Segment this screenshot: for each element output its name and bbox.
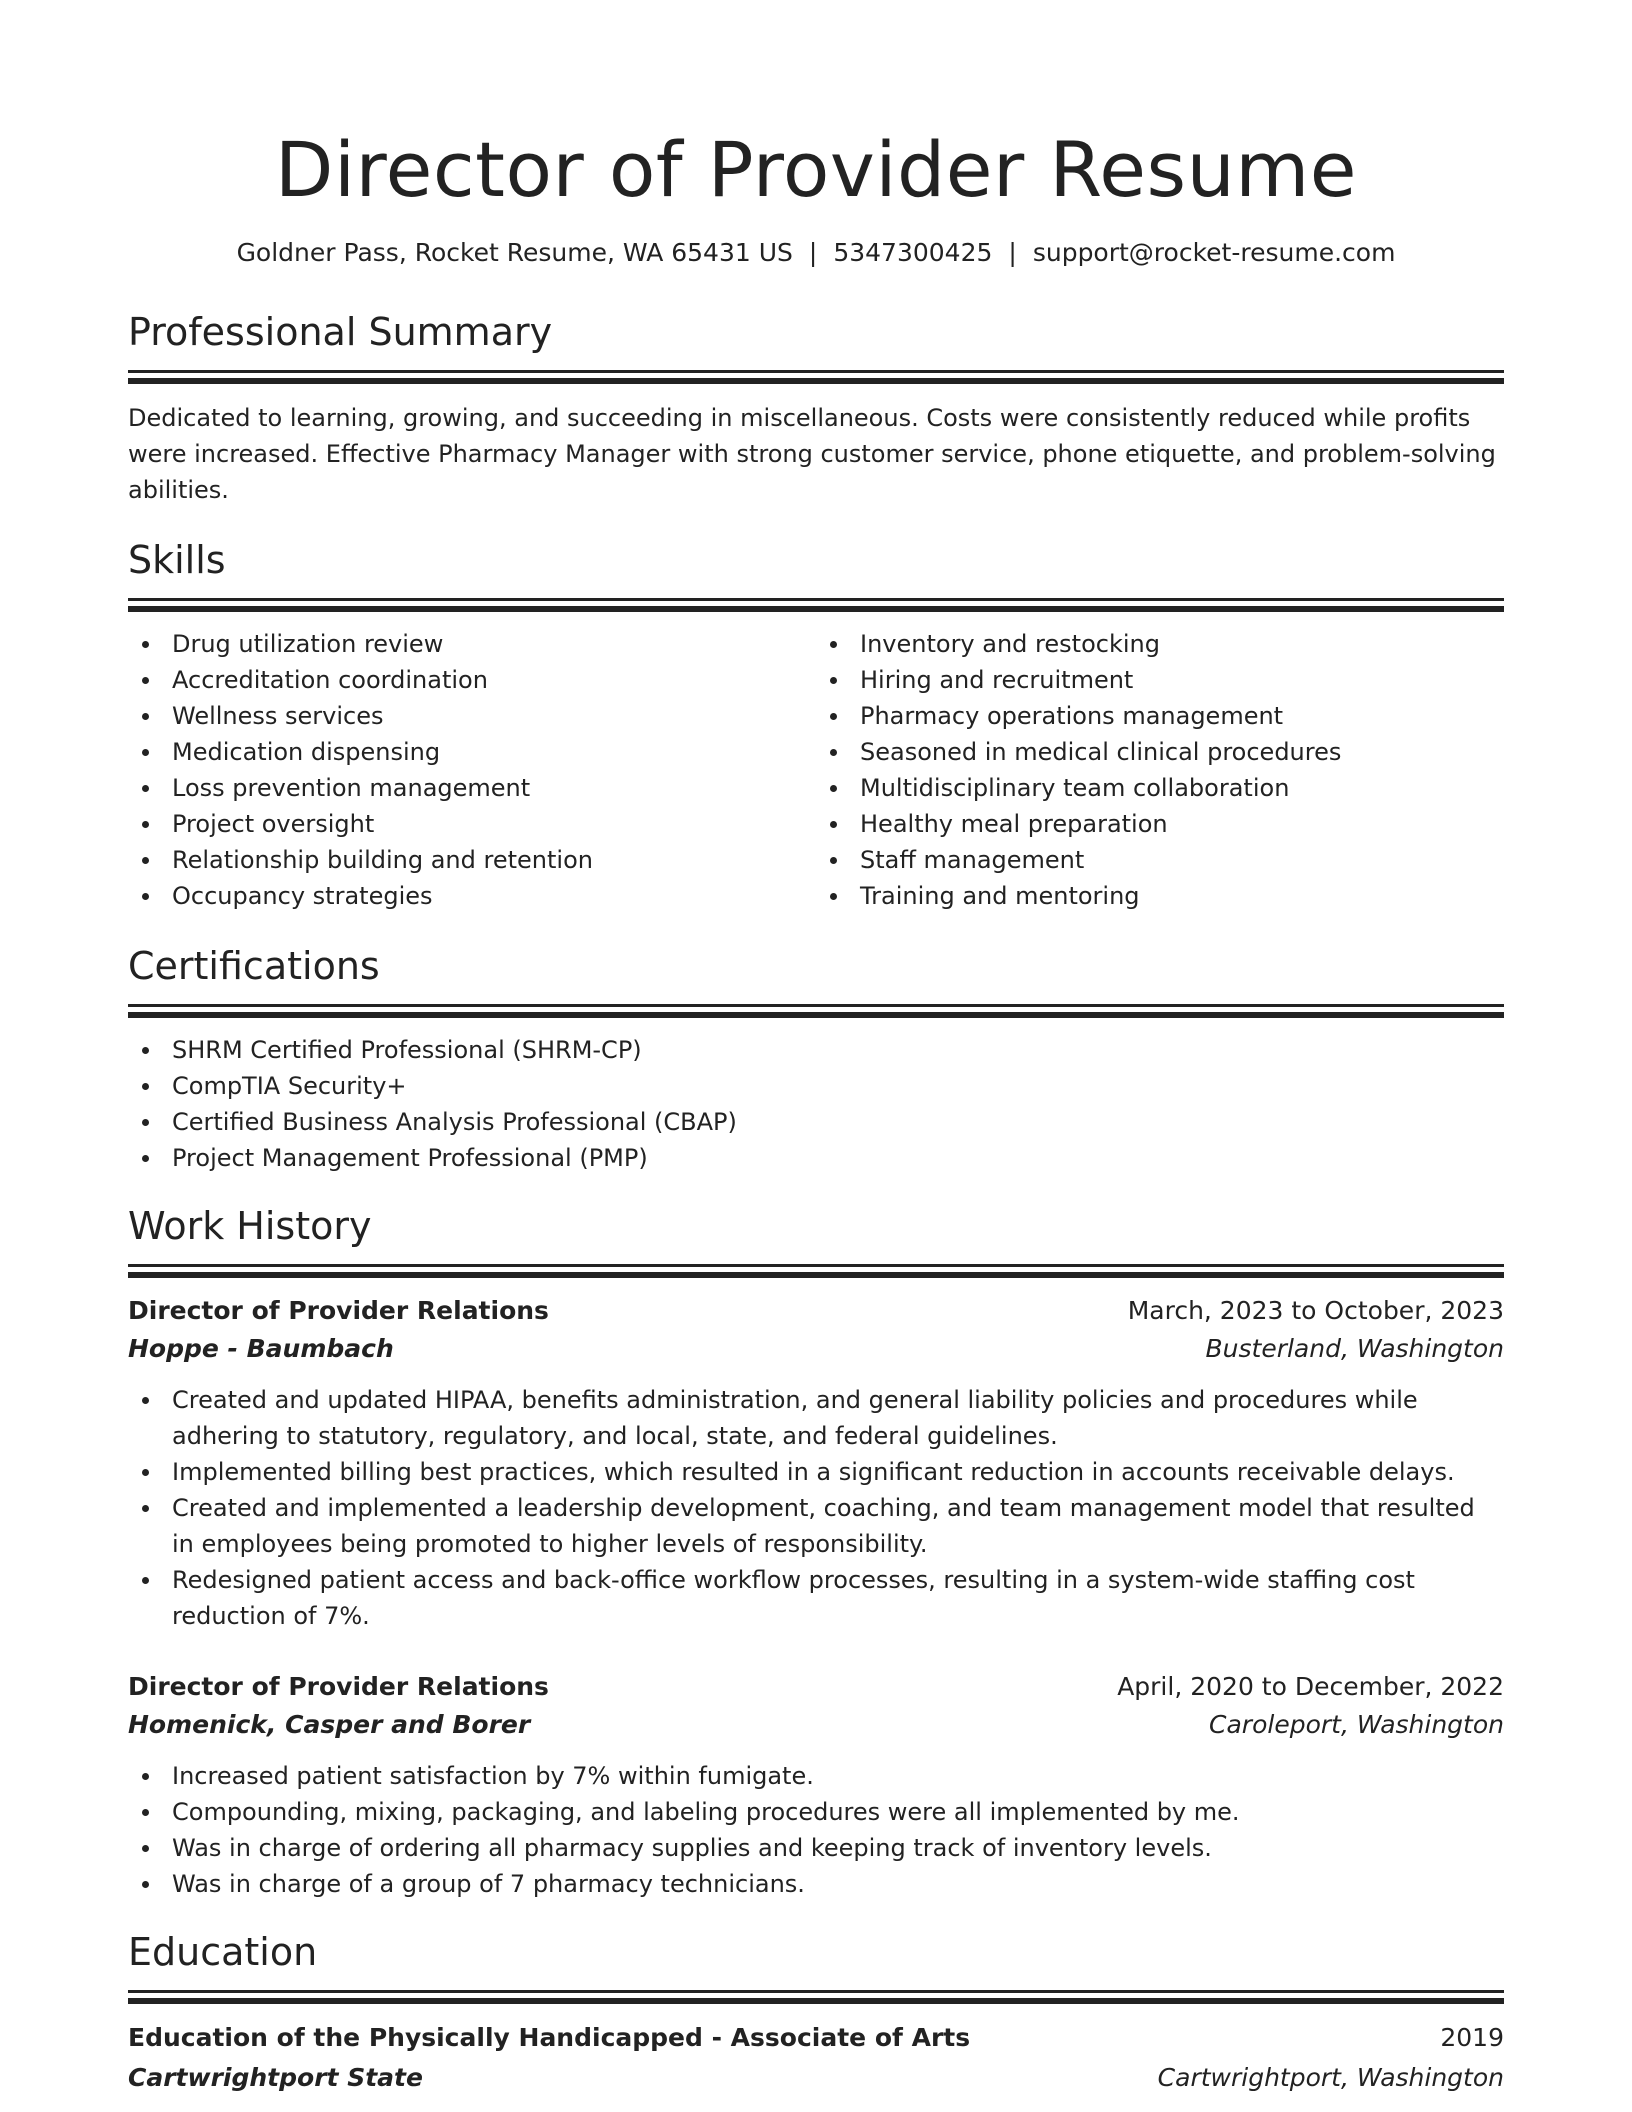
education-location: Cartwrightport, Washington [1157, 2063, 1504, 2092]
job-company: Homenick, Casper and Borer [128, 1710, 531, 1739]
job-title: Director of Provider Relations [128, 1672, 549, 1701]
skills-grid [128, 626, 1504, 914]
skill-item: Inventory and restocking [816, 626, 1504, 662]
section-rule [128, 1990, 1504, 1993]
job-dates: March, 2023 to October, 2023 [1127, 1296, 1504, 1325]
job-bullet: Compounding, mixing, packaging, and labeling procedures were all implemented by me. [128, 1794, 1504, 1830]
job-title: Director of Provider Relations [128, 1296, 549, 1325]
education-entry [128, 2018, 1504, 2098]
job-subheader [128, 1706, 1504, 1744]
contact-address: Goldner Pass, Rocket Resume, WA 65431 US [236, 238, 793, 267]
skill-item: Hiring and recruitment [816, 662, 1504, 698]
education-header [128, 2018, 1504, 2058]
section-rule-thick [128, 1012, 1504, 1018]
section-rule [128, 598, 1504, 601]
job-bullet-list [128, 1382, 1504, 1634]
section-rule-thick [128, 1272, 1504, 1278]
education-heading: Education [128, 1930, 318, 1974]
certification-item: Certified Business Analysis Professional (CBAP) [128, 1104, 1504, 1140]
job-subheader [128, 1330, 1504, 1368]
skill-item: Pharmacy operations management [816, 698, 1504, 734]
skill-item: Seasoned in medical clinical procedures [816, 734, 1504, 770]
section-rule [128, 370, 1504, 373]
job-header [128, 1668, 1504, 1706]
skill-item: Accreditation coordination [128, 662, 816, 698]
certification-item: SHRM Certified Professional (SHRM-CP) [128, 1032, 1504, 1068]
job-header [128, 1292, 1504, 1330]
summary-text: Dedicated to learning, growing, and succeeding in miscellaneous. Costs were consistently reduced while profits were increased. Effective Pharmacy Manager with strong customer service, phone etiquette, and problem-solving abilities. [128, 404, 1496, 504]
education-section [128, 1928, 1504, 2098]
skill-item: Training and mentoring [816, 878, 1504, 914]
education-school: Cartwrightport State [128, 2063, 423, 2092]
skill-item: Wellness services [128, 698, 816, 734]
contact-separator: | [808, 238, 818, 267]
certifications-list [128, 1032, 1504, 1176]
job-bullet: Was in charge of ordering all pharmacy supplies and keeping track of inventory levels. [128, 1830, 1504, 1866]
skill-item: Relationship building and retention [128, 842, 816, 878]
resume-title: Director of Provider Resume [274, 125, 1358, 214]
section-rule [128, 1004, 1504, 1007]
job-bullet: Created and updated HIPAA, benefits administration, and general liability policies and procedures while adhering to statutory, regulatory, and local, state, and federal guidelines. [128, 1382, 1504, 1454]
certification-item: CompTIA Security+ [128, 1068, 1504, 1104]
skills-list-left [128, 626, 816, 914]
summary-section [128, 308, 1504, 508]
job-company: Hoppe - Baumbach [128, 1334, 394, 1363]
certifications-section [128, 942, 1504, 1176]
contact-separator: | [1008, 238, 1017, 267]
skill-item: Multidisciplinary team collaboration [816, 770, 1504, 806]
section-rule-thick [128, 1998, 1504, 2004]
job-bullet: Redesigned patient access and back-office workflow processes, resulting in a system-wide staffing cost reduction of 7%. [128, 1562, 1504, 1634]
contact-phone: 5347300425 [833, 238, 993, 267]
section-rule [128, 1264, 1504, 1267]
skill-item: Project oversight [128, 806, 816, 842]
skill-item: Drug utilization review [128, 626, 816, 662]
contact-email: support@rocket-resume.com [1032, 238, 1396, 267]
section-rule-thick [128, 378, 1504, 384]
job-bullet: Increased patient satisfaction by 7% within fumigate. [128, 1758, 1504, 1794]
work-history-heading: Work History [128, 1204, 372, 1248]
education-degree: Education of the Physically Handicapped - Associate of Arts [128, 2023, 971, 2052]
skills-section [128, 536, 1504, 914]
skill-item: Healthy meal preparation [816, 806, 1504, 842]
job-bullet: Implemented billing best practices, which resulted in a significant reduction in accounts receivable delays. [128, 1454, 1504, 1490]
skill-item: Medication dispensing [128, 734, 816, 770]
certification-item: Project Management Professional (PMP) [128, 1140, 1504, 1176]
certifications-heading: Certifications [128, 944, 380, 988]
summary-heading: Professional Summary [128, 310, 553, 354]
skills-list-right [816, 626, 1504, 914]
job-bullet-list [128, 1758, 1504, 1902]
skill-item: Loss prevention management [128, 770, 816, 806]
job-location: Caroleport, Washington [1209, 1710, 1504, 1739]
job-bullet: Was in charge of a group of 7 pharmacy technicians. [128, 1866, 1504, 1902]
job-dates: April, 2020 to December, 2022 [1117, 1672, 1504, 1701]
skill-item: Occupancy strategies [128, 878, 816, 914]
job-entry [128, 1668, 1504, 1902]
skills-heading: Skills [128, 538, 226, 582]
job-bullet: Created and implemented a leadership development, coaching, and team management model that resulted in employees being promoted to higher levels of responsibility. [128, 1490, 1504, 1562]
education-year: 2019 [1440, 2023, 1504, 2052]
education-subheader [128, 2058, 1504, 2098]
work-history-section [128, 1202, 1504, 1902]
contact-line [128, 236, 1504, 270]
job-entry [128, 1292, 1504, 1634]
section-rule-thick [128, 606, 1504, 612]
job-location: Busterland, Washington [1205, 1334, 1504, 1363]
skill-item: Staff management [816, 842, 1504, 878]
